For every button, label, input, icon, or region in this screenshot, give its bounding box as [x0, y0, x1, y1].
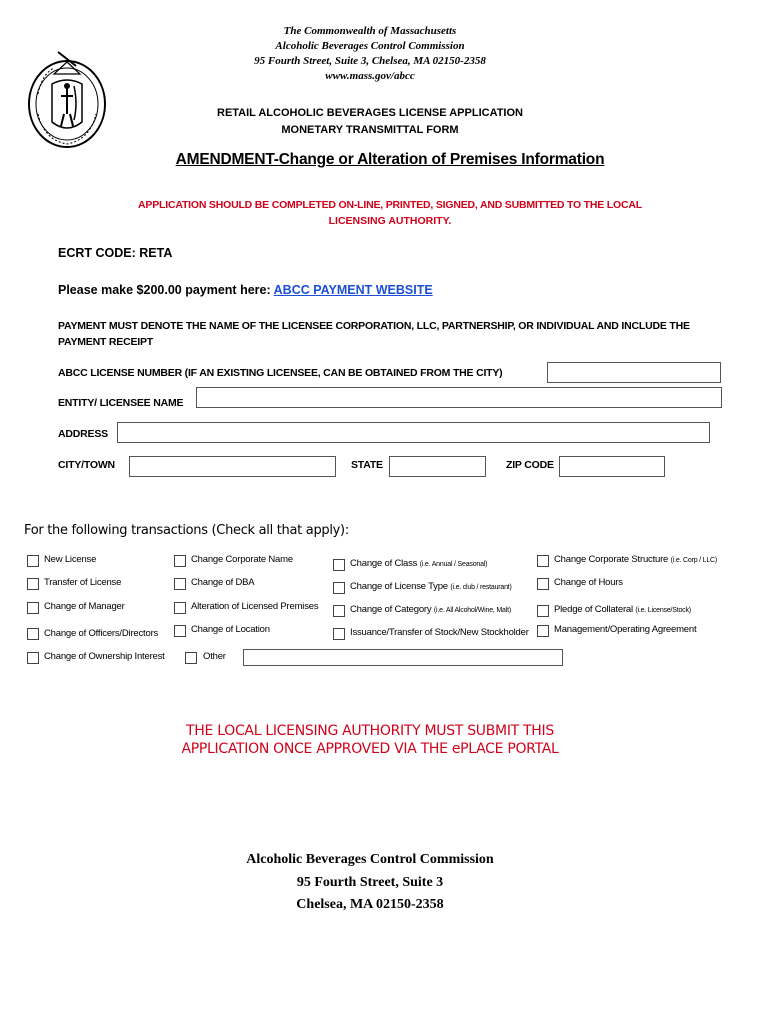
city-input[interactable] — [129, 456, 336, 477]
zip-input[interactable] — [559, 456, 665, 477]
state-seal — [24, 44, 110, 150]
manager-label: Change of Manager — [44, 601, 125, 612]
zip-label: ZIP CODE — [506, 459, 554, 471]
stock-label: Issuance/Transfer of Stock/New Stockholder — [350, 627, 529, 638]
ownership-label: Change of Ownership Interest — [44, 651, 165, 662]
collateral-label — [554, 604, 691, 615]
license-type-checkbox[interactable] — [333, 582, 345, 594]
payment-line — [58, 283, 433, 297]
footer-street: 95 Fourth Street, Suite 3 — [296, 875, 444, 890]
hours-checkbox[interactable] — [537, 578, 549, 590]
header-address: 95 Fourth Street, Suite 3, Chelsea, MA 02150-2358 — [254, 55, 486, 67]
class-label — [350, 558, 487, 569]
structure-note: (i.e. Corp / LLC) — [670, 557, 718, 564]
entity-label: ENTITY/ LICENSEE NAME — [58, 397, 184, 409]
header-commission: Alcoholic Beverages Control Commission — [275, 40, 465, 52]
structure-label — [554, 554, 717, 565]
form-title-line2: MONETARY TRANSMITTAL FORM — [281, 124, 459, 136]
collateral-note: (i.e. License/Stock) — [635, 607, 691, 614]
payment-note-line1: PAYMENT MUST DENOTE THE NAME OF THE LICENSEE CORPORATION, LLC, PARTNERSHIP, OR INDIVIDUAL AND INCLUDE THE — [58, 320, 690, 332]
state-input[interactable] — [389, 456, 486, 477]
location-checkbox[interactable] — [174, 625, 186, 637]
ecrt-code: ECRT CODE: RETA — [58, 246, 173, 260]
transfer-checkbox[interactable] — [27, 578, 39, 590]
category-note: (i.e. All Alcohol/Wine, Malt) — [433, 607, 511, 614]
alteration-checkbox[interactable] — [174, 602, 186, 614]
stock-checkbox[interactable] — [333, 628, 345, 640]
class-text: Change of Class — [350, 558, 418, 569]
other-label: Other — [203, 651, 226, 662]
license-type-note: (i.e. club / restaurant) — [450, 584, 512, 591]
other-checkbox[interactable] — [185, 652, 197, 664]
dba-label: Change of DBA — [191, 577, 255, 588]
entity-name-input[interactable] — [196, 387, 722, 408]
payment-text: Please make $200.00 payment here: — [58, 283, 274, 297]
officers-checkbox[interactable] — [27, 628, 39, 640]
massachusetts-seal-icon — [24, 44, 110, 150]
license-type-text: Change of License Type — [350, 581, 448, 592]
license-type-label — [350, 581, 512, 592]
class-note: (i.e. Annual / Seasonal) — [419, 561, 488, 568]
transactions-heading: For the following transactions (Check all that apply): — [24, 523, 349, 538]
category-checkbox[interactable] — [333, 605, 345, 617]
dba-checkbox[interactable] — [174, 578, 186, 590]
address-input[interactable] — [117, 422, 710, 443]
state-label: STATE — [351, 459, 383, 471]
license-number-input[interactable] — [547, 362, 721, 383]
management-label: Management/Operating Agreement — [554, 624, 697, 635]
officers-label: Change of Officers/Directors — [44, 628, 159, 639]
transfer-label: Transfer of License — [44, 577, 122, 588]
abcc-payment-link[interactable]: ABCC PAYMENT WEBSITE — [273, 283, 433, 297]
collateral-text: Pledge of Collateral — [554, 604, 633, 615]
notice-line2: APPLICATION ONCE APPROVED VIA THE ePLACE PORTAL — [181, 741, 559, 757]
payment-note-line2: PAYMENT RECEIPT — [58, 336, 154, 348]
instructions-line1: APPLICATION SHOULD BE COMPLETED ON-LINE, PRINTED, SIGNED, AND SUBMITTED TO THE LOCAL — [138, 199, 642, 211]
form-title-line1: RETAIL ALCOHOLIC BEVERAGES LICENSE APPLICATION — [217, 107, 523, 119]
management-checkbox[interactable] — [537, 625, 549, 637]
instructions-line2: LICENSING AUTHORITY. — [328, 215, 452, 227]
alteration-label: Alteration of Licensed Premises — [191, 601, 319, 612]
location-label: Change of Location — [191, 624, 270, 635]
corp-name-checkbox[interactable] — [174, 555, 186, 567]
class-checkbox[interactable] — [333, 559, 345, 571]
manager-checkbox[interactable] — [27, 602, 39, 614]
header-commonwealth: The Commonwealth of Massachusetts — [283, 25, 457, 37]
address-label: ADDRESS — [58, 428, 108, 440]
structure-text: Change Corporate Structure — [554, 554, 669, 565]
notice-line1: THE LOCAL LICENSING AUTHORITY MUST SUBMIT THIS — [186, 723, 554, 739]
category-text: Change of Category — [350, 604, 432, 615]
license-number-label: ABCC LICENSE NUMBER (IF AN EXISTING LICENSEE, CAN BE OBTAINED FROM THE CITY) — [58, 367, 503, 379]
new-license-checkbox[interactable] — [27, 555, 39, 567]
footer-commission: Alcoholic Beverages Control Commission — [246, 852, 494, 867]
new-license-label: New License — [44, 554, 97, 565]
category-label — [350, 604, 511, 615]
hours-label: Change of Hours — [554, 577, 623, 588]
footer-city: Chelsea, MA 02150-2358 — [296, 897, 444, 912]
ownership-checkbox[interactable] — [27, 652, 39, 664]
header-website: www.mass.gov/abcc — [325, 70, 415, 82]
city-label: CITY/TOWN — [58, 459, 115, 471]
corp-name-label: Change Corporate Name — [191, 554, 293, 565]
structure-checkbox[interactable] — [537, 555, 549, 567]
other-input[interactable] — [243, 649, 563, 666]
amendment-title: AMENDMENT-Change or Alteration of Premises Information — [175, 151, 605, 168]
collateral-checkbox[interactable] — [537, 605, 549, 617]
